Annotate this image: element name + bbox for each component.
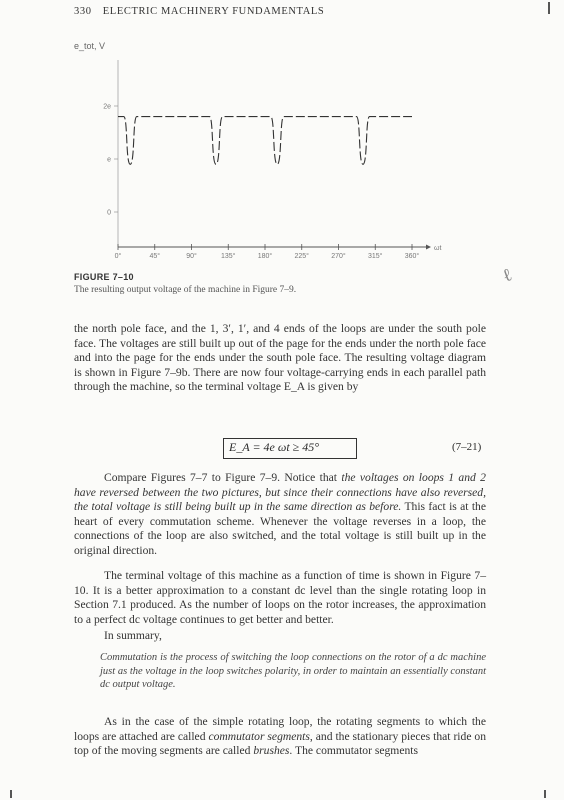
x-tick-label: 315° xyxy=(368,253,383,260)
running-head-title: ELECTRIC MACHINERY FUNDAMENTALS xyxy=(102,6,325,17)
x-tick-label: 0° xyxy=(114,253,122,260)
x-tick-label: 90° xyxy=(186,253,197,260)
paragraph-5-c: , and the stationary pieces that ride on top of the moving segments are called xyxy=(74,729,487,758)
paragraph-2-c: This fact is at the heart of every commutation scheme. Whenever the voltage reverses in a loop, the connections of the loop are also switched, and the total voltage is still built up in the original direction. xyxy=(74,500,486,557)
paragraph-2-emphasis: the voltages on loops 1 and 2 have reversed between the two pictures, but since their connections have also reversed, the total voltage is still being built up in the same direction as before. xyxy=(74,471,486,514)
y-tick-label: e xyxy=(107,156,111,164)
paragraph-5-term-brushes: brushes xyxy=(253,744,290,758)
margin-mark: ℓ xyxy=(499,264,515,286)
paragraph-2-a: Compare Figures 7–7 to Figure 7–9. Notice that xyxy=(104,471,342,484)
x-axis-arrow xyxy=(426,245,431,250)
paragraph-3: The terminal voltage of this machine as a function of time is shown in Figure 7–10. It is a better approximation to a constant dc level than the single rotating loop in Section 7.1 produced. As the number of loops on the rotor increases, the approximation to a perfect dc voltage continues to get better and better. xyxy=(74,569,486,626)
commutation-definition: Commutation is the process of switching the loop connections on the rotor of a dc machine just as the voltage in the loop switches polarity, in order to maintain an essentially constant dc output voltage. xyxy=(100,652,486,691)
page-number: 330 xyxy=(74,6,92,17)
paragraph-4: In summary, xyxy=(104,629,162,642)
paragraph-5 xyxy=(74,715,486,759)
corner-mark-bottom xyxy=(10,790,12,798)
y-tick-label: 0 xyxy=(107,209,111,217)
equation-text: E_A = 4e ωt ≥ 45° xyxy=(229,440,320,454)
figure-label: FIGURE 7–10 xyxy=(74,272,134,282)
paragraph-5-term-commutator: commutator segments xyxy=(208,729,310,743)
x-tick-label: 225° xyxy=(294,253,309,260)
paragraph-2 xyxy=(74,471,486,559)
paragraph-5-a: As in the case of the simple rotating loop, the rotating segments to which the loops are attached are called xyxy=(74,715,486,743)
x-tick-label: 270° xyxy=(331,253,346,260)
x-axis-label: ωt xyxy=(434,245,442,252)
voltage-waveform xyxy=(118,117,412,165)
x-tick-label: 135° xyxy=(221,253,236,260)
figure-caption: The resulting output voltage of the machine in Figure 7–9. xyxy=(74,285,297,295)
x-tick-label: 360° xyxy=(404,253,420,260)
equation-number: (7–21) xyxy=(452,441,482,453)
paragraph-5-e: . The commutator segments xyxy=(289,744,419,758)
y-tick-label: 2e xyxy=(103,103,111,111)
corner-mark-bottom-right xyxy=(544,790,546,798)
paragraph-1: the north pole face, and the 1, 3′, 1′, and 4 ends of the loops are under the south pole face. The voltages are still built up out of the page for the ends under the north pole face and into the page for the ends under the south pole face. The resulting voltage diagram is shown in Figure 7–9b. There are now four voltage-carrying ends in each parallel path through the machine, so the terminal voltage E_A is given by xyxy=(74,322,486,394)
x-tick-label: 180° xyxy=(257,253,273,260)
x-tick-label: 45° xyxy=(149,253,161,260)
voltage-chart xyxy=(0,0,564,270)
y-axis-label: e_tot, V xyxy=(74,41,106,51)
